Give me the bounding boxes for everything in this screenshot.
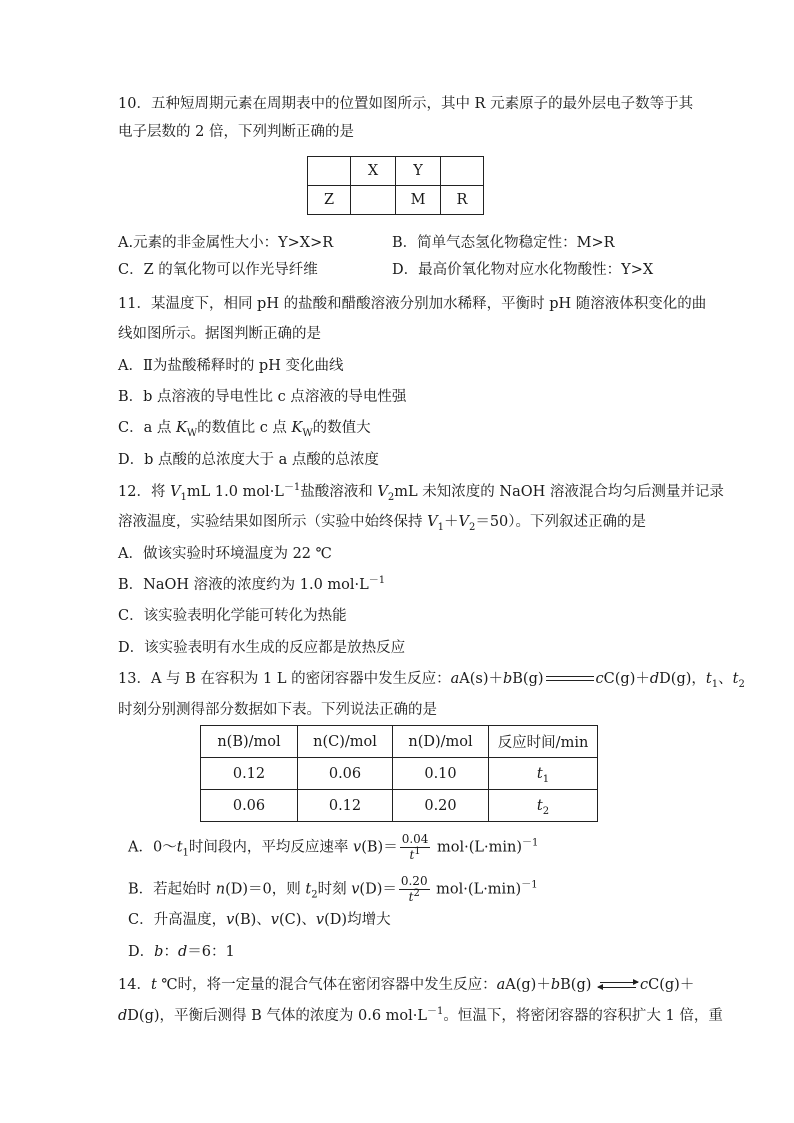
q14-stem-line2: dD(g)，平衡后测得 B 气体的浓度为 0.6 $mol\cdot L^{-1}$。恒温下，将密闭容器的容积扩大 1 倍，重 — [118, 1006, 723, 1024]
q11-option-c: C．a 点 $K_W$的数值比 c 点 $K_W$的数值大 — [118, 420, 371, 439]
table-header: n(D)/mol — [393, 726, 489, 758]
q11-option-a: A．Ⅱ为盐酸稀释时的 pH 变化曲线 — [118, 358, 344, 374]
q12-option-a: A．做该实验时环境温度为 22 ℃ — [118, 546, 332, 562]
grid-cell: Y — [396, 157, 441, 186]
q14-stem-line1: 14．t ℃时，将一定量的混合气体在密闭容器中发生反应：aA(g)＋bB(g) cC(g)＋ — [118, 977, 695, 993]
grid-cell — [441, 157, 484, 186]
q10-stem-line1: 10．五种短周期元素在周期表中的位置如图所示，其中 R 元素原子的最外层电子数等于其 — [118, 96, 694, 112]
q13-stem-line1: 13．A 与 B 在容积为 1 L 的密闭容器中发生反应：aA(s)＋bB(g) cC(g)＋dD(g)，$t_1$、$t_2$ — [118, 671, 745, 690]
q12-option-d: D．该实验表明有水生成的反应都是放热反应 — [118, 640, 406, 656]
table-header: 反应时间/min — [489, 726, 598, 758]
q12-stem-line1: 12．将 $V_1mL$ 1.0 $mol\cdot L^{-1}$盐酸溶液和 $V_2mL$ 未知浓度的 NaOH 溶液混合均匀后测量并记录 — [118, 482, 724, 503]
q13-option-c: C．升高温度，v(B)、v(C)、v(D)均增大 — [128, 912, 391, 928]
q10-stem-line2: 电子层数的 2 倍，下列判断正确的是 — [118, 124, 354, 140]
q10-option-c: C．Z 的氧化物可以作光导纤维 — [118, 262, 318, 278]
q10-option-b: B．简单气态氢化物稳定性：M>R — [392, 235, 615, 251]
q13-option-b: B．若起始时 n(D)＝0，则 $t_2$时刻 v(D)＝ $\frac{0.20}{t^2}$ $mol\cdot(L\cdot\min)^{-1}$ — [128, 874, 538, 904]
grid-cell: Z — [308, 186, 351, 215]
periodic-table-grid — [307, 156, 484, 215]
q13-stem-line2: 时刻分别测得部分数据如下表。下列说法正确的是 — [118, 702, 437, 718]
grid-cell — [308, 157, 351, 186]
q10-option-d: D．最高价氧化物对应水化物酸性：Y>X — [392, 262, 654, 278]
q13-data-table — [200, 725, 598, 822]
q10-option-a: A.元素的非金属性大小：Y>X>R — [118, 235, 334, 251]
q12-stem-line2: 溶液温度，实验结果如图所示（实验中始终保持 $V_1+V_2=50$）。下列叙述正确的是 — [118, 514, 647, 533]
q11-option-d: D．b 点酸的总浓度大于 a 点酸的总浓度 — [118, 452, 379, 468]
table-row: 0.12 0.06 0.10 $t_1$ — [201, 758, 598, 790]
grid-cell — [351, 186, 396, 215]
fraction: $\frac{0.04}{t^1}$ — [401, 832, 429, 862]
grid-cell: M — [396, 186, 441, 215]
table-header: n(C)/mol — [298, 726, 393, 758]
q13-option-d: D．b：d＝6：1 — [128, 944, 235, 960]
table-row: 0.06 0.12 0.20 $t_2$ — [201, 790, 598, 822]
grid-cell: R — [441, 186, 484, 215]
table-header: n(B)/mol — [201, 726, 298, 758]
reversible-arrow — [596, 979, 640, 991]
q13-option-a: A．$0\sim t_1$时间段内，平均反应速率 v(B)＝ $\frac{0.04}{t^1}$ $mol\cdot(L\cdot\min)^{-1}$ — [128, 832, 539, 862]
q12-option-b: B．NaOH 溶液的浓度约为 1.0 $mol\cdot L^{-1}$ — [118, 575, 386, 593]
q12-option-c: C．该实验表明化学能可转化为热能 — [118, 608, 347, 624]
fraction: $\frac{0.20}{t^2}$ — [400, 874, 428, 904]
equals-arrow — [544, 674, 596, 684]
grid-cell: X — [351, 157, 396, 186]
q11-stem-line1: 11．某温度下，相同 pH 的盐酸和醋酸溶液分别加水稀释，平衡时 pH 随溶液体积变化的曲 — [118, 296, 707, 312]
q11-option-b: B．b 点溶液的导电性比 c 点溶液的导电性强 — [118, 389, 407, 405]
q11-stem-line2: 线如图所示。据图判断正确的是 — [118, 326, 321, 342]
